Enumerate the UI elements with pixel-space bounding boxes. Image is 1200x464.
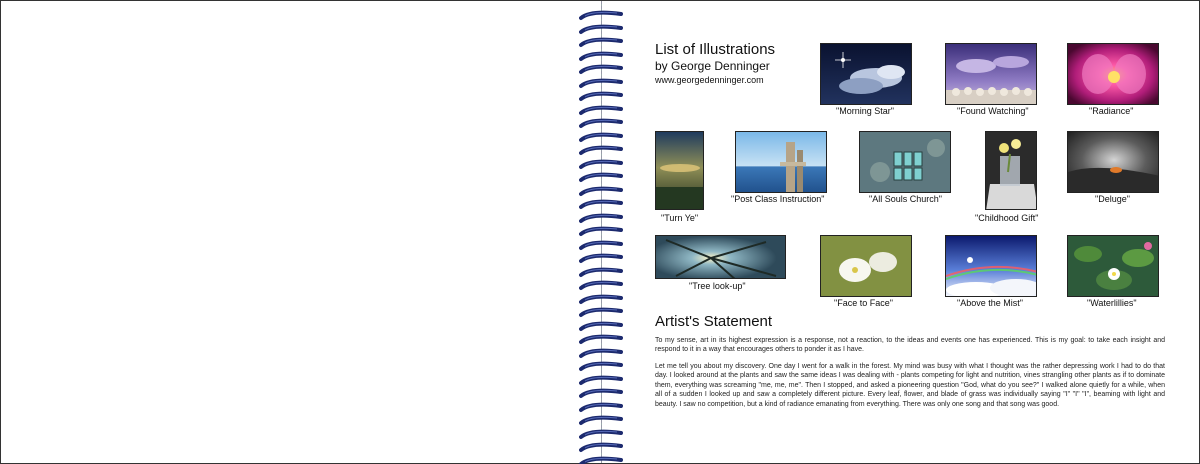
binding-coil <box>579 279 623 293</box>
binding-coil <box>579 306 623 320</box>
illustration-found-watching <box>945 43 1037 117</box>
page-title: List of Illustrations <box>655 41 776 58</box>
binding-coil <box>579 212 623 226</box>
binding-coil <box>579 144 623 158</box>
binding-coil <box>579 387 623 401</box>
binding-coil <box>579 131 623 145</box>
binding-coil <box>579 185 623 199</box>
caption-found-watching: "Found Watching" <box>957 106 1029 116</box>
binding-coil <box>579 266 623 280</box>
illustration-tree-look-up <box>655 235 786 295</box>
binding-coil <box>579 36 623 50</box>
binding-coil <box>579 428 623 442</box>
caption-morning-star: "Morning Star" <box>836 106 894 116</box>
illustration-deluge <box>1067 131 1159 205</box>
author-line: by George Denninger <box>655 59 770 73</box>
binding-coil <box>579 293 623 307</box>
statement-paragraph-1: To my sense, art in its highest expression is a response, not a reaction, to the ideas and events one has experienced. This is my goal: to take each insight and respond to it in a way that encourages others to ponder it as I have. <box>655 337 1165 354</box>
left-page <box>1 1 599 463</box>
caption-radiance: "Radiance" <box>1089 106 1134 116</box>
illustration-all-souls-church <box>859 131 951 205</box>
statement-paragraph-2: Let me tell you about my discovery. One day I went for a walk in the forest. My mind was busy with what I thought was the rather depressing work I had to do that day. I looked around at the plants and saw the same ideas I was dealing with - plants competing for light and nutrition, vines strangling other plants as if to dominate them, everything was screaming "me, me, me". Then I stopped, and asked a pioneering question "God, what do you see?" I walked alone quietly for a while, when all of a sudden I looked up and saw a completely different picture. Every leaf, flower, and blade of grass was individually saying "I" "I" "I", beaming with light and beauty. I saw no competition, but a kind of radiance emanating from everything. There was only one song and that song was good. <box>655 363 1165 408</box>
binding-coil <box>579 117 623 131</box>
caption-tree-look-up: "Tree look-up" <box>689 281 746 291</box>
binding-coil <box>579 225 623 239</box>
illustration-childhood-gift <box>973 131 1063 223</box>
thumbnail-turn-ye <box>655 131 704 210</box>
caption-face-to-face: "Face to Face" <box>834 298 893 308</box>
binding-coil <box>579 414 623 428</box>
caption-childhood-gift: "Childhood Gift" <box>975 213 1039 223</box>
binding-coil <box>579 171 623 185</box>
thumbnail-morning-star <box>820 43 912 105</box>
binding-coil <box>579 347 623 361</box>
illustration-face-to-face <box>820 235 912 309</box>
website-url: www.georgedenninger.com <box>655 75 764 85</box>
binding-coil <box>579 63 623 77</box>
binding-coil <box>579 441 623 455</box>
title-block <box>655 41 775 87</box>
illustration-above-the-mist <box>945 235 1037 309</box>
illustration-waterlillies <box>1067 235 1159 309</box>
right-page <box>623 1 1199 463</box>
thumbnail-all-souls-church <box>859 131 951 193</box>
caption-post-class-instruction: "Post Class Instruction" <box>731 194 825 204</box>
thumbnail-radiance <box>1067 43 1159 105</box>
illustration-turn-ye <box>655 131 705 223</box>
caption-above-the-mist: "Above the Mist" <box>957 298 1023 308</box>
binding-coil <box>579 198 623 212</box>
illustration-radiance <box>1067 43 1159 117</box>
binding-coil <box>579 455 623 464</box>
binding-coil <box>579 50 623 64</box>
thumbnail-tree-look-up <box>655 235 786 279</box>
illustration-post-class-instruction <box>731 131 835 205</box>
binding-coil <box>579 77 623 91</box>
binding-coil <box>579 320 623 334</box>
binding-coil <box>579 360 623 374</box>
illustration-morning-star <box>820 43 912 117</box>
binding-coil <box>579 239 623 253</box>
binding-coil <box>579 374 623 388</box>
thumbnail-childhood-gift <box>985 131 1037 210</box>
binding-coil <box>579 9 623 23</box>
binding-coil <box>579 333 623 347</box>
binding-coil <box>579 252 623 266</box>
caption-all-souls-church: "All Souls Church" <box>869 194 942 204</box>
thumbnail-above-the-mist <box>945 235 1037 297</box>
binding-coil <box>579 90 623 104</box>
statement-heading: Artist's Statement <box>655 313 773 330</box>
binding-coil <box>579 401 623 415</box>
thumbnail-deluge <box>1067 131 1159 193</box>
caption-deluge: "Deluge" <box>1095 194 1130 204</box>
thumbnail-waterlillies <box>1067 235 1159 297</box>
thumbnail-found-watching <box>945 43 1037 105</box>
caption-turn-ye: "Turn Ye" <box>661 213 699 223</box>
binding-coil <box>579 104 623 118</box>
binding-coil <box>579 158 623 172</box>
caption-waterlillies: "Waterlillies" <box>1087 298 1137 308</box>
binding-coil <box>579 23 623 37</box>
thumbnail-post-class-instruction <box>735 131 827 193</box>
thumbnail-face-to-face <box>820 235 912 297</box>
